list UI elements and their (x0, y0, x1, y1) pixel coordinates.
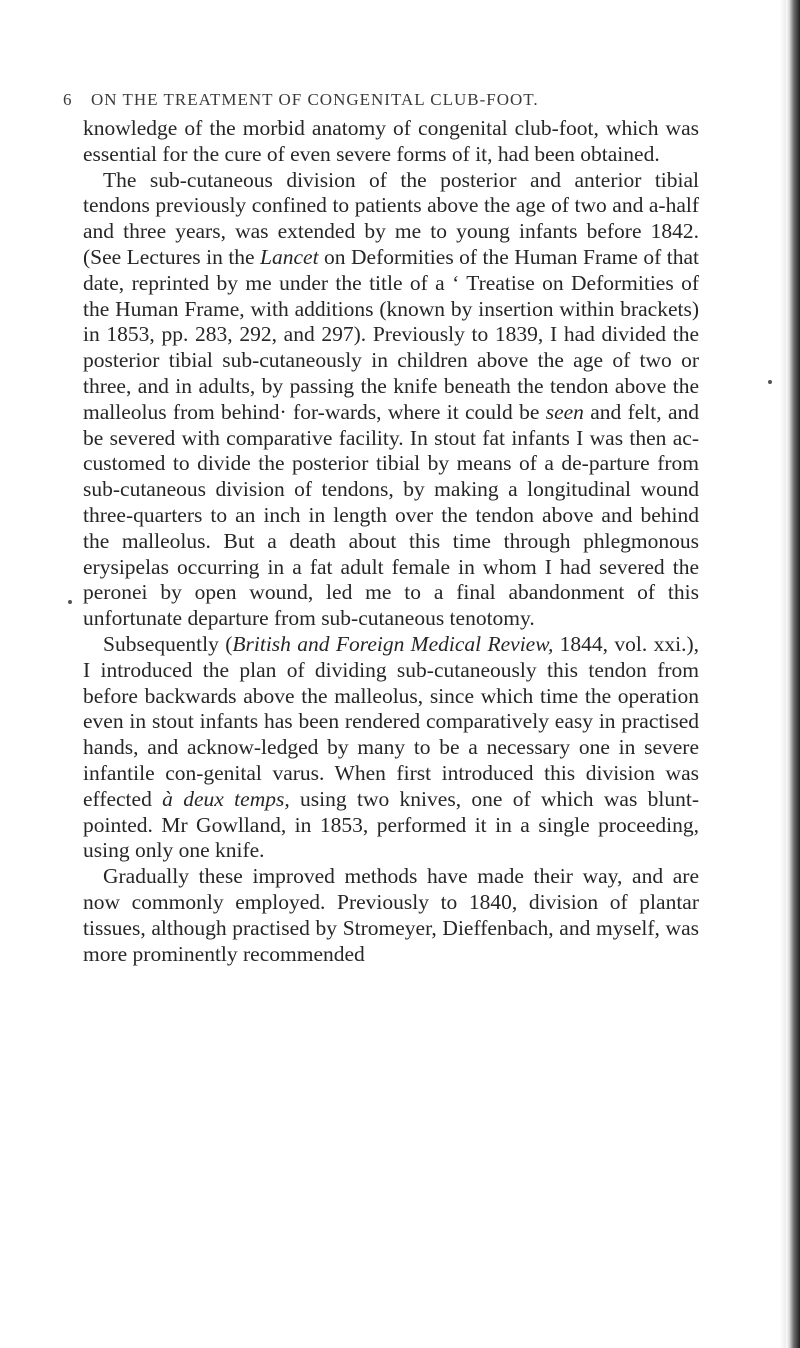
body-text (83, 116, 699, 967)
text-segment: Gradually these improved methods have made their way, and are now commonly employed. Previously to 1840, division of plantar tissues, although practised by Stromeyer, Dieffenbach, and myself, was more prominently recommended (83, 864, 699, 966)
page-number: 6 (63, 90, 73, 109)
italic-phrase: à deux temps, (162, 786, 290, 811)
margin-speck (768, 380, 772, 384)
page-edge-shadow (786, 0, 800, 1348)
paragraph (83, 168, 699, 632)
text-segment: 1844, vol. xxi.), I introduced the plan of dividing sub-cutaneously this tendon from before backwards above the malleolus, since which time the operation even in stout infants has been rendered comparatively easy in practised hands, and acknow-ledged by many to be a necessary one in severe infantile con-genital varus. When first introduced this division was effected (83, 631, 699, 811)
text-segment: knowledge of the morbid anatomy of congenital club-foot, which was essential for the cure of even severe forms of it, had been obtained. (83, 116, 699, 166)
paragraph (83, 632, 699, 864)
italic-title: British and Foreign Medical Review, (232, 631, 554, 656)
text-segment: on Deformities of the Human Frame of that date, reprinted by me under the title of a ‘ Treatise on Deformities of the Human Frame, with additions (known by insertion within brackets) in 1853, pp. 283, 292, and 297). Previously to 1839, I had divided the posterior tibial sub-cutaneously in children above the age of two or three, and in adults, by passing the knife beneath the tendon above the malleolus from behind· for-wards, where it could be (83, 244, 699, 424)
text-segment: The sub-cutaneous division of the posterior and anterior tibial tendons previously confined to patients above the age of two and a-half and three years, was extended by me to young infants before 1842. (See Lectures in the (83, 167, 699, 269)
margin-speck (68, 600, 72, 604)
paragraph (83, 864, 699, 967)
text-segment: and felt, and be severed with comparative facility. In stout fat infants I was then ac-customed to divide the posterior tibial by means of a de-parture from sub-cutaneous division of tendons, by making a longitudinal wound three-quarters to an inch in length over the tendon above and behind the malleolus. But a death about this time through phlegmonous erysipelas occurring in a fat adult female in whom I had severed the peronei by open wound, led me to a final abandonment of this unfortunate departure from sub-cutaneous tenotomy. (83, 399, 699, 631)
text-segment: using two knives, one of which was blunt-pointed. Mr Gowlland, in 1853, performed it in a single proceeding, using only one knife. (83, 786, 700, 863)
italic-word: seen (545, 399, 584, 424)
italic-title: Lancet (260, 244, 319, 269)
text-segment: Subsequently ( (103, 631, 233, 656)
running-title: ON THE TREATMENT OF CONGENITAL CLUB-FOOT. (91, 90, 539, 109)
running-head (63, 90, 743, 114)
paragraph (83, 116, 699, 168)
